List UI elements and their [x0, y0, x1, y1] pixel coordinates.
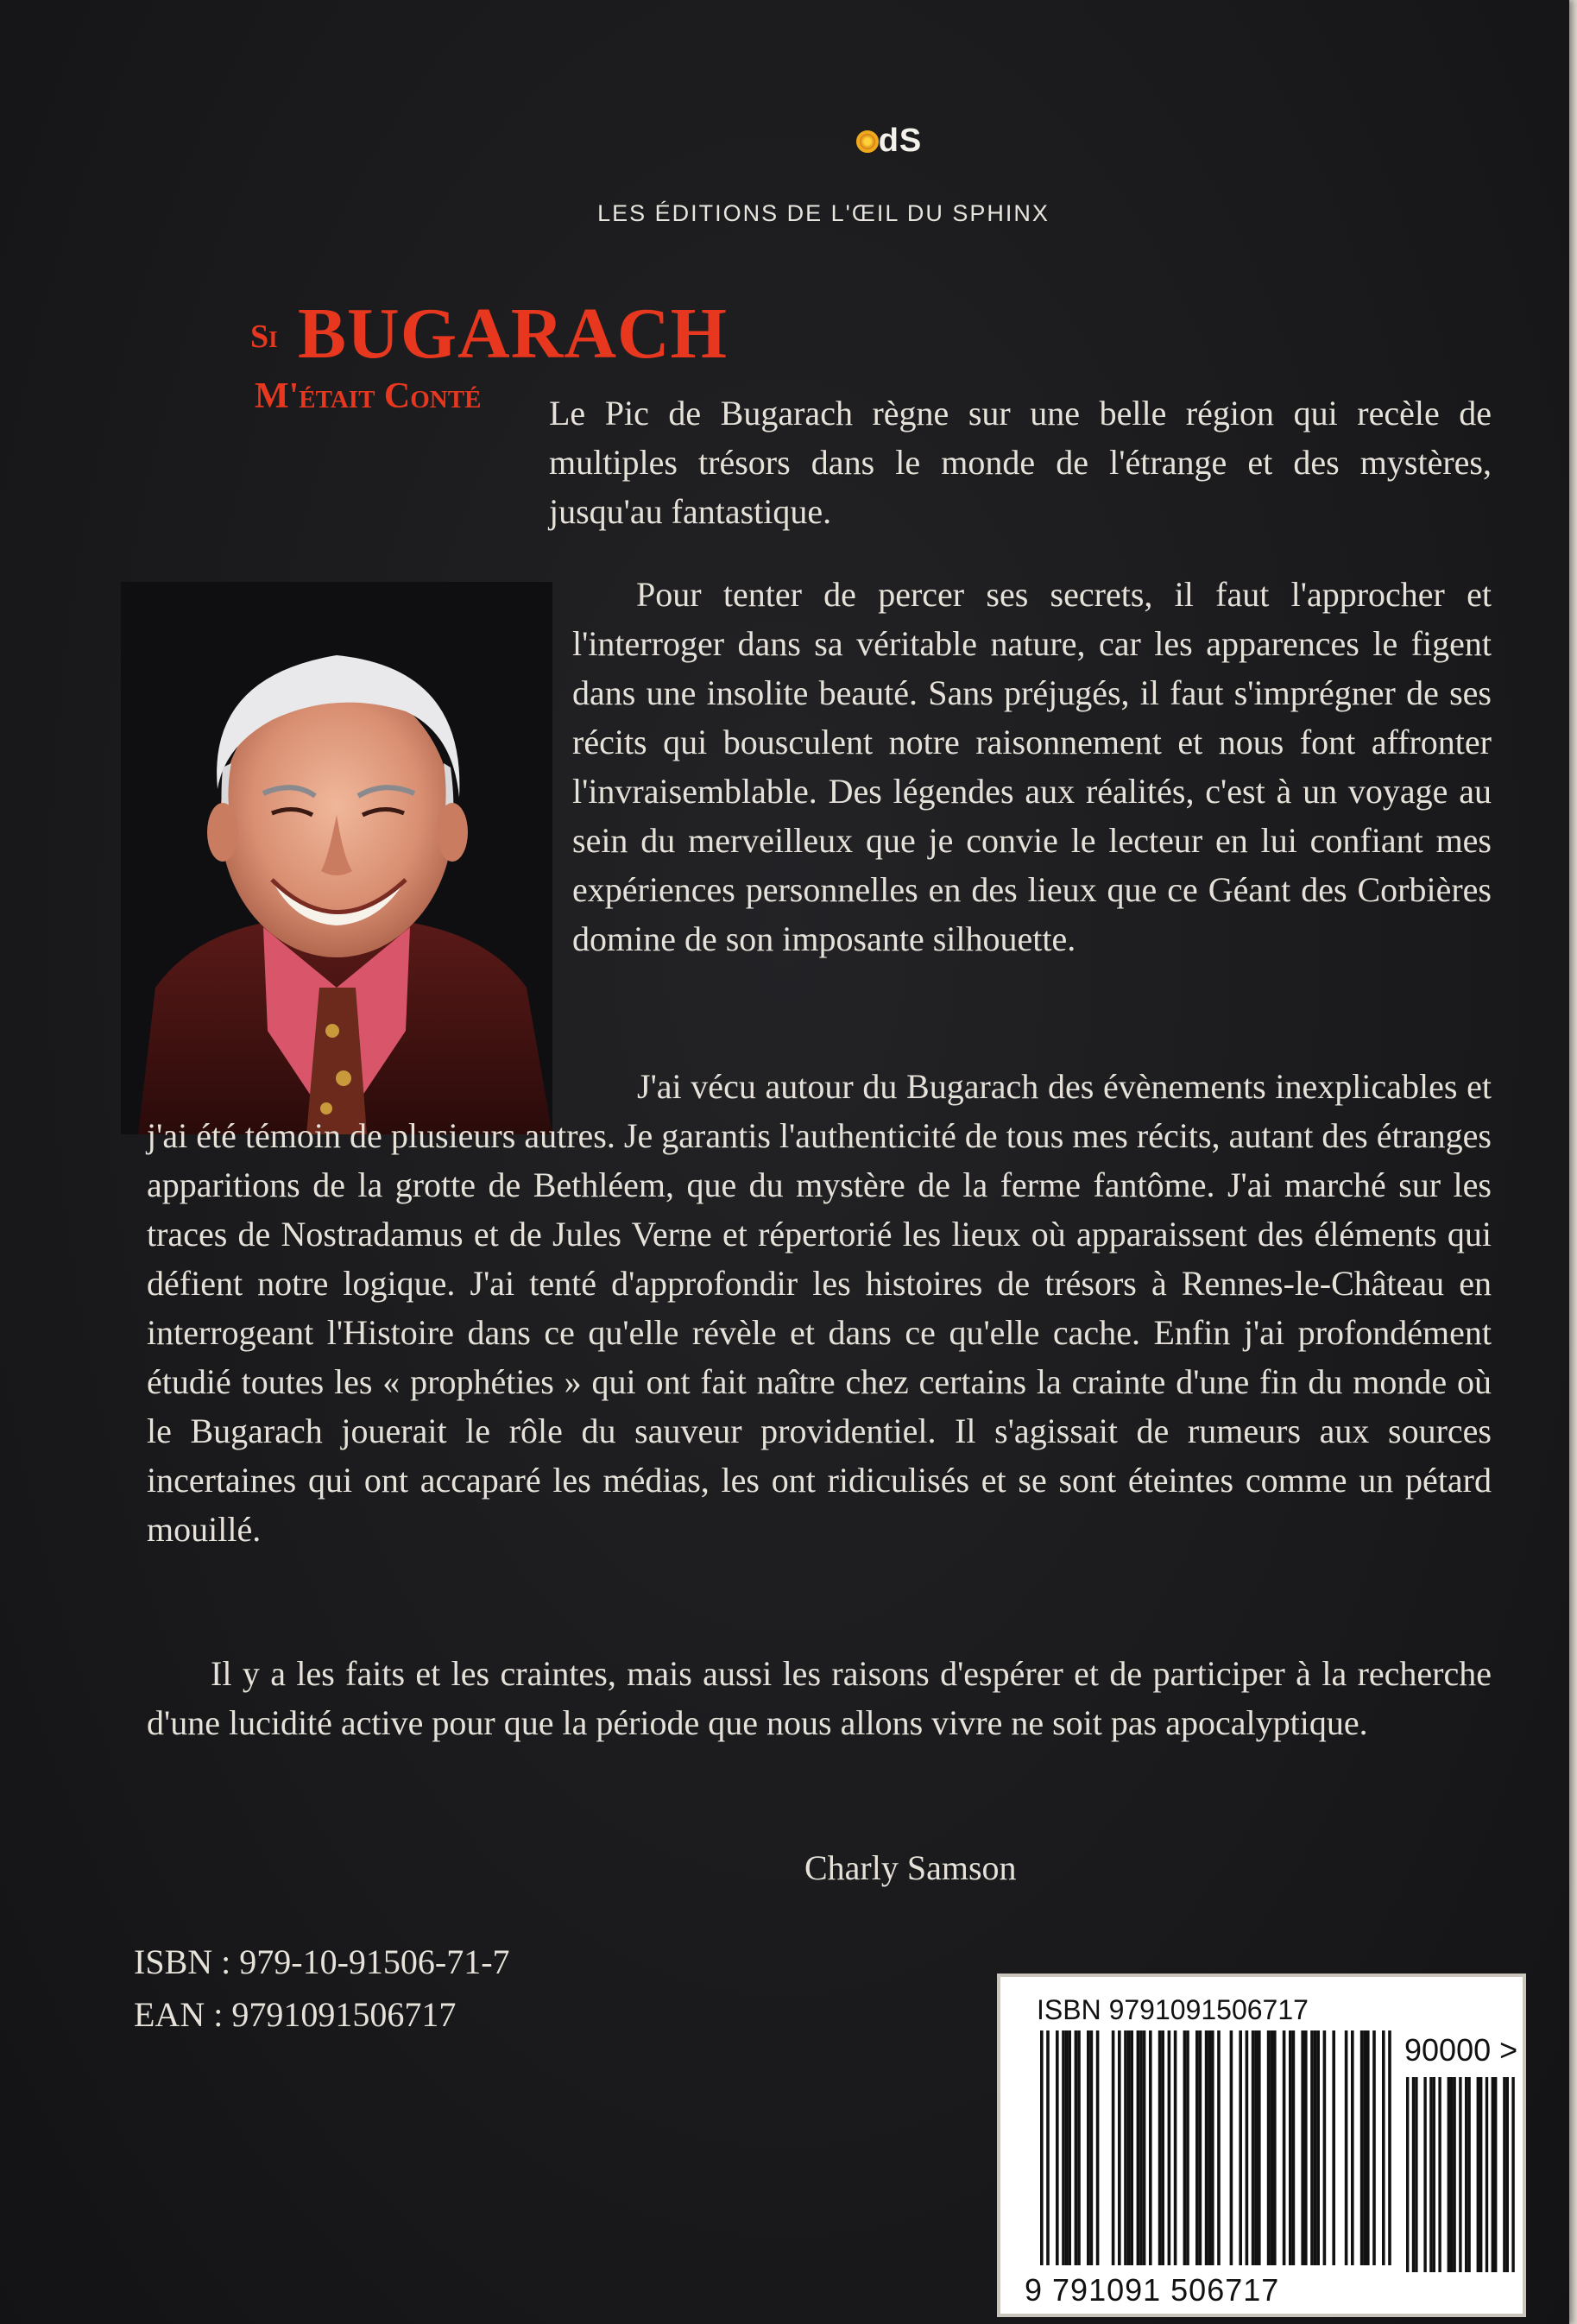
barcode-addon-bar	[1492, 2077, 1494, 2272]
paragraph-2: Pour tenter de percer ses secrets, il faut l'approcher et l'interroger dans sa véritable nature, car les apparences le figent dans une insolite beauté. Sans préjugés, il faut s'imprégner de ses récits qui bousculent notre raisonnement et nous font affronter l'invraisemblable. Des légendes aux réalités, c'est à un voyage au sein du merveilleux que je convie le lecteur en lui confiant mes expériences personnelles en des lieux que ce Géant des Corbières domine de son imposante silhouette.	[572, 575, 1492, 958]
barcode-addon-bar	[1486, 2077, 1488, 2272]
paragraph-4: Il y a les faits et les craintes, mais aussi les raisons d'espérer et de participer à la recherche d'une lucidité active pour que la période que nous allons vivre ne soit pas apocalyptique.	[147, 1654, 1492, 1742]
barcode-bar	[1252, 2030, 1255, 2265]
barcode-bar	[1068, 2030, 1071, 2265]
barcode-bar	[1230, 2030, 1233, 2265]
barcode-bar	[1310, 2030, 1314, 2265]
barcode-price-addon: 90000 >	[1404, 2032, 1518, 2068]
barcode-bar	[1130, 2030, 1133, 2265]
barcode-addon-bar	[1494, 2077, 1497, 2272]
barcode-addon-bar	[1429, 2077, 1432, 2272]
barcode-addon-bar	[1423, 2077, 1426, 2272]
barcode-bar	[1345, 2030, 1348, 2265]
barcode-addon-bar	[1412, 2077, 1415, 2272]
barcode-bar	[1112, 2030, 1115, 2265]
barcode-bar	[1075, 2030, 1078, 2265]
barcode-bar	[1096, 2030, 1100, 2265]
barcode-addon-bar	[1453, 2077, 1455, 2272]
barcode-bar	[1363, 2030, 1366, 2265]
barcode-bar	[1273, 2030, 1277, 2265]
barcode-bar	[1143, 2030, 1146, 2265]
barcode-bar	[1208, 2030, 1211, 2265]
paragraph-1: Le Pic de Bugarach règne sur une belle région qui recèle de multiples trésors dans le monde de l'étrange et des mystères, jusqu'au fantastique.	[549, 394, 1492, 531]
barcode-bar	[1332, 2030, 1335, 2265]
barcode-bar	[1289, 2030, 1292, 2265]
barcode-addon-bar	[1503, 2077, 1505, 2272]
barcode-digits: 9 791091 506717	[1025, 2272, 1280, 2308]
barcode-bar	[1267, 2030, 1271, 2265]
barcode-bar	[1139, 2030, 1143, 2265]
barcode-bar	[1158, 2030, 1162, 2265]
barcode-bar	[1127, 2030, 1131, 2265]
barcode-bar	[1246, 2030, 1249, 2265]
barcode-bar	[1258, 2030, 1261, 2265]
barcode-bar	[1118, 2030, 1121, 2265]
barcode-bar	[1168, 2030, 1171, 2265]
isbn-line: ISBN : 979-10-91506-71-7	[134, 1942, 510, 1981]
barcode-label	[997, 1974, 1526, 2317]
barcode-bar	[1090, 2030, 1094, 2265]
barcode-addon-bar	[1450, 2077, 1453, 2272]
barcode-addon-bar	[1506, 2077, 1509, 2272]
author-signature: Charly Samson	[804, 1848, 1017, 1887]
barcode-addon-bar	[1406, 2077, 1409, 2272]
publisher-name: LES ÉDITIONS DE L'ŒIL DU SPHINX	[597, 200, 1050, 226]
barcode-bar	[1040, 2030, 1044, 2265]
barcode-addon-bar	[1459, 2077, 1461, 2272]
barcode-bar	[1314, 2030, 1317, 2265]
publisher-logo	[842, 123, 937, 174]
book-title: BUGARACH	[298, 294, 729, 374]
barcode-bar	[1211, 2030, 1214, 2265]
barcode-bar	[1087, 2030, 1090, 2265]
barcode-bar	[1195, 2030, 1199, 2265]
barcode-addon-bar	[1477, 2077, 1479, 2272]
barcode-addon-bar	[1479, 2077, 1482, 2272]
barcode-bar	[1239, 2030, 1242, 2265]
book-subtitle: M'était Conté	[255, 376, 482, 416]
barcode-bar	[1205, 2030, 1208, 2265]
isbn-block	[134, 1936, 510, 2041]
barcode-bar	[1301, 2030, 1304, 2265]
barcode-bars	[1000, 1977, 1523, 2314]
barcode-bar	[1183, 2030, 1187, 2265]
paragraph-3: J'ai vécu autour du Bugarach des évènements inexplicables et j'ai été témoin de plusieurs autres. Je garantis l'authenticité de tous mes récits, autant des étranges apparitions de la grotte de Bethléem, que du mystère de la ferme fantôme. J'ai marché sur les traces de Nostradamus et de Jules Verne et répertorié les lieux où apparaissent des éléments qui défient notre logique. J'ai tenté d'approfondir les histoires de trésors à Rennes-le-Château en interrogeant l'Histoire dans ce qu'elle révèle et dans ce qu'elle cache. Enfin j'ai profondément étudié toutes les « prophéties » qui ont fait naître chez certains la crainte d'une fin du monde où le Bugarach jouerait le rôle du sauveur providentiel. Il s'agissait de rumeurs aux sources incertaines qui ont accaparé les médias, les ont ridiculisés et se sont éteintes comme un pétard mouillé.	[147, 1067, 1492, 1549]
barcode-bar	[1124, 2030, 1127, 2265]
author-photo	[121, 582, 552, 1134]
barcode-bar	[1366, 2030, 1370, 2265]
title-prefix: Si	[250, 319, 278, 355]
author-portrait-icon	[121, 582, 552, 1134]
barcode-addon-bar	[1433, 2077, 1435, 2272]
barcode-bar	[1388, 2030, 1391, 2265]
barcode-bar	[1149, 2030, 1152, 2265]
barcode-bar	[1062, 2030, 1065, 2265]
barcode-addon-bar	[1415, 2077, 1417, 2272]
barcode-addon-bar	[1448, 2077, 1450, 2272]
barcode-bar	[1137, 2030, 1140, 2265]
barcode-bar	[1254, 2030, 1258, 2265]
eye-logo-icon	[856, 130, 879, 153]
barcode-bar	[1186, 2030, 1189, 2265]
barcode-bar	[1323, 2030, 1327, 2265]
barcode-addon-bar	[1467, 2077, 1470, 2272]
barcode-bar	[1304, 2030, 1308, 2265]
barcode-bar	[1351, 2030, 1354, 2265]
barcode-bar	[1382, 2030, 1385, 2265]
barcode-bar	[1270, 2030, 1273, 2265]
barcode-bar	[1283, 2030, 1286, 2265]
barcode-bar	[1056, 2030, 1059, 2265]
barcode-addon-bar	[1465, 2077, 1467, 2272]
barcode-bar	[1316, 2030, 1320, 2265]
barcode-bar	[1372, 2030, 1376, 2265]
barcode-bar	[1199, 2030, 1202, 2265]
ean-line: EAN : 9791091506717	[134, 1995, 457, 2034]
barcode-bar	[1077, 2030, 1081, 2265]
barcode-bar	[1046, 2030, 1050, 2265]
barcode-bar	[1217, 2030, 1221, 2265]
barcode-bar	[1161, 2030, 1164, 2265]
barcode-bar	[1174, 2030, 1177, 2265]
barcode-isbn-text: ISBN 9791091506717	[1037, 1994, 1309, 2025]
barcode-addon-bar	[1438, 2077, 1441, 2272]
logo-text: dS	[878, 123, 923, 159]
barcode-addon-bar	[1511, 2077, 1514, 2272]
barcode-bar	[1360, 2030, 1364, 2265]
barcode-bar	[1292, 2030, 1296, 2265]
barcode-bar	[1065, 2030, 1069, 2265]
